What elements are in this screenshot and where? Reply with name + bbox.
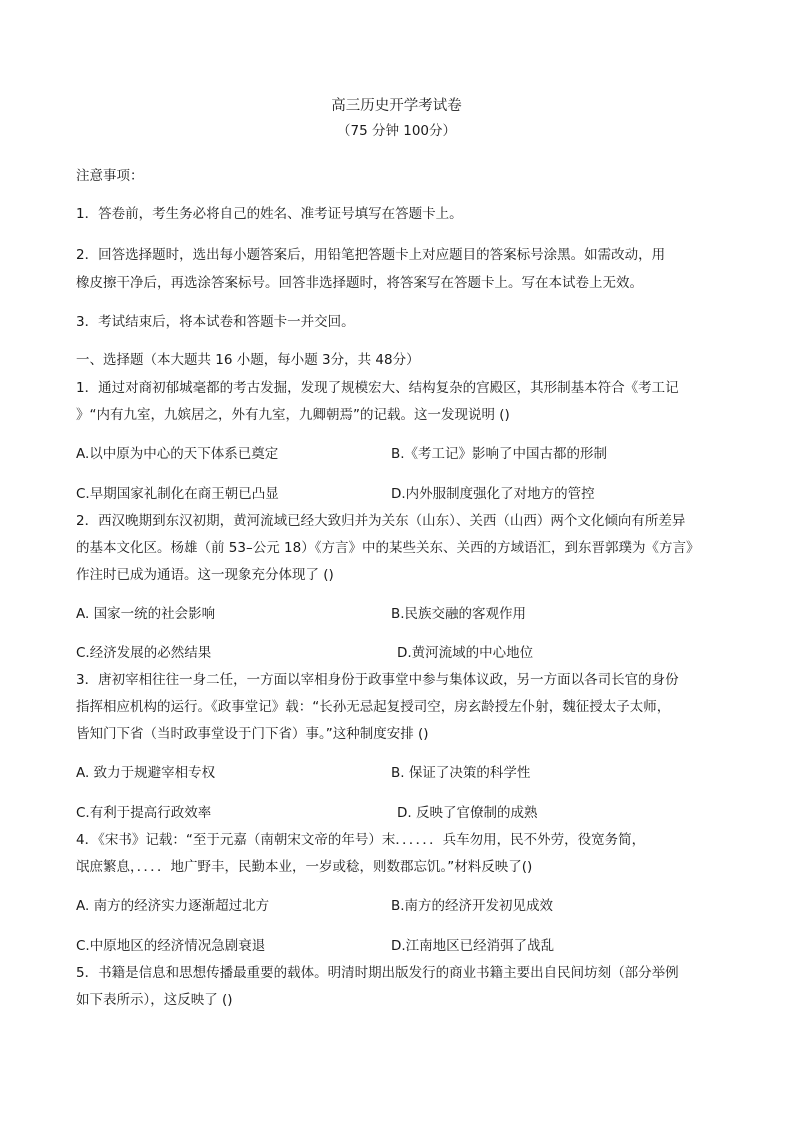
question-3-option-c: C.有利于提高行政效率 <box>76 805 212 821</box>
question-2-line-3: 作注时已成为通语。这一现象充分体现了 () <box>76 567 334 583</box>
question-1-option-a: A.以中原为中心的天下体系已奠定 <box>76 446 279 462</box>
exam-title: 高三历史开学考试卷 <box>331 98 462 114</box>
question-2-option-d: D.黄河流域的中心地位 <box>397 645 534 661</box>
question-4-option-c: C.中原地区的经济情况急剧衰退 <box>76 938 266 954</box>
question-4-line-2: 氓庶繁息，．．．．地广野丰，民勤本业，一岁或稔，则数郡忘饥。”材料反映了() <box>76 859 533 875</box>
question-4-line-1: 4．《宋书》记载：“至于元嘉（南朝宋文帝的年号）末．．．．．．兵车勿用，民不外劳，役宽务简， <box>76 832 646 848</box>
notice-heading: 注意事项： <box>76 168 144 184</box>
question-4-option-b: B.南方的经济开发初见成效 <box>391 898 554 914</box>
question-1-option-d: D.内外服制度强化了对地方的管控 <box>391 486 595 502</box>
question-2-line-1: 2．西汉晚期到东汉初期，黄河流域已经大致归并为关东（山东）、关西（山西）两个文化倾向有所差异 <box>76 513 686 529</box>
question-4-option-a: A. 南方的经济实力逐渐超过北方 <box>76 898 270 914</box>
question-4-option-d: D.江南地区已经消弭了战乱 <box>391 938 555 954</box>
question-3-option-b: B. 保证了决策的科学性 <box>391 765 531 781</box>
question-2-option-c: C.经济发展的必然结果 <box>76 645 212 661</box>
question-3-option-a: A. 致力于规避宰相专权 <box>76 765 216 781</box>
question-3-option-d: D. 反映了官僚制的成熟 <box>397 805 538 821</box>
notice-item-3: 3．考试结束后，将本试卷和答题卡一并交回。 <box>76 314 355 330</box>
question-3-line-1: 3．唐初宰相往往一身二任，一方面以宰相身份于政事堂中参与集体议政，另一方面以各司长官的身份 <box>76 672 679 688</box>
notice-item-2-line-1: 2．回答选择题时，选出每小题答案后，用铅笔把答题卡上对应题目的答案标号涂黑。如需改动，用 <box>76 247 666 263</box>
question-1-option-c: C.早期国家礼制化在商王朝已凸显 <box>76 486 279 502</box>
question-5-line-1: 5．书籍是信息和思想传播最重要的载体。明清时期出版发行的商业书籍主要出自民间坊刻（部分举例 <box>76 965 679 981</box>
question-2-option-b: B.民族交融的客观作用 <box>391 606 527 622</box>
section-heading: 一、选择题（本大题共 16 小题，每小题 3分，共 48分） <box>76 352 420 368</box>
question-1-line-2: 》“内有九室，九嫔居之，外有九室，九卿朝焉”的记载。这一发现说明 () <box>76 407 510 423</box>
question-5-line-2: 如下表所示），这反映了 () <box>76 992 233 1008</box>
notice-item-1: 1．答卷前，考生务必将自己的姓名、准考证号填写在答题卡上。 <box>76 206 463 222</box>
question-1-line-1: 1．通过对商初郁城毫都的考古发掘，发现了规模宏大、结构复杂的宫殿区，其形制基本符合《考工记 <box>76 380 679 396</box>
question-3-line-3: 皆知门下省（当时政事堂设于门下省）事。”这种制度安排 () <box>76 726 429 742</box>
notice-item-2-line-2: 橡皮擦干净后，再选涂答案标号。回答非选择题时，将答案写在答题卡上。写在本试卷上无效。 <box>76 275 643 291</box>
question-2-line-2: 的基本文化区。杨雄（前 53–公元 18）《方言》中的某些关东、关西的方域语汇，到东晋郭璞为《方言》 <box>76 540 700 556</box>
question-3-line-2: 指挥相应机构的运行。《政事堂记》载：“长孙无忌起复授司空，房玄龄授左仆射，魏征授太子太师， <box>76 699 671 715</box>
exam-subtitle: （75 分钟 100分） <box>336 123 457 139</box>
question-1-option-b: B.《考工记》影响了中国古都的形制 <box>391 446 608 462</box>
question-2-option-a: A. 国家一统的社会影响 <box>76 606 216 622</box>
